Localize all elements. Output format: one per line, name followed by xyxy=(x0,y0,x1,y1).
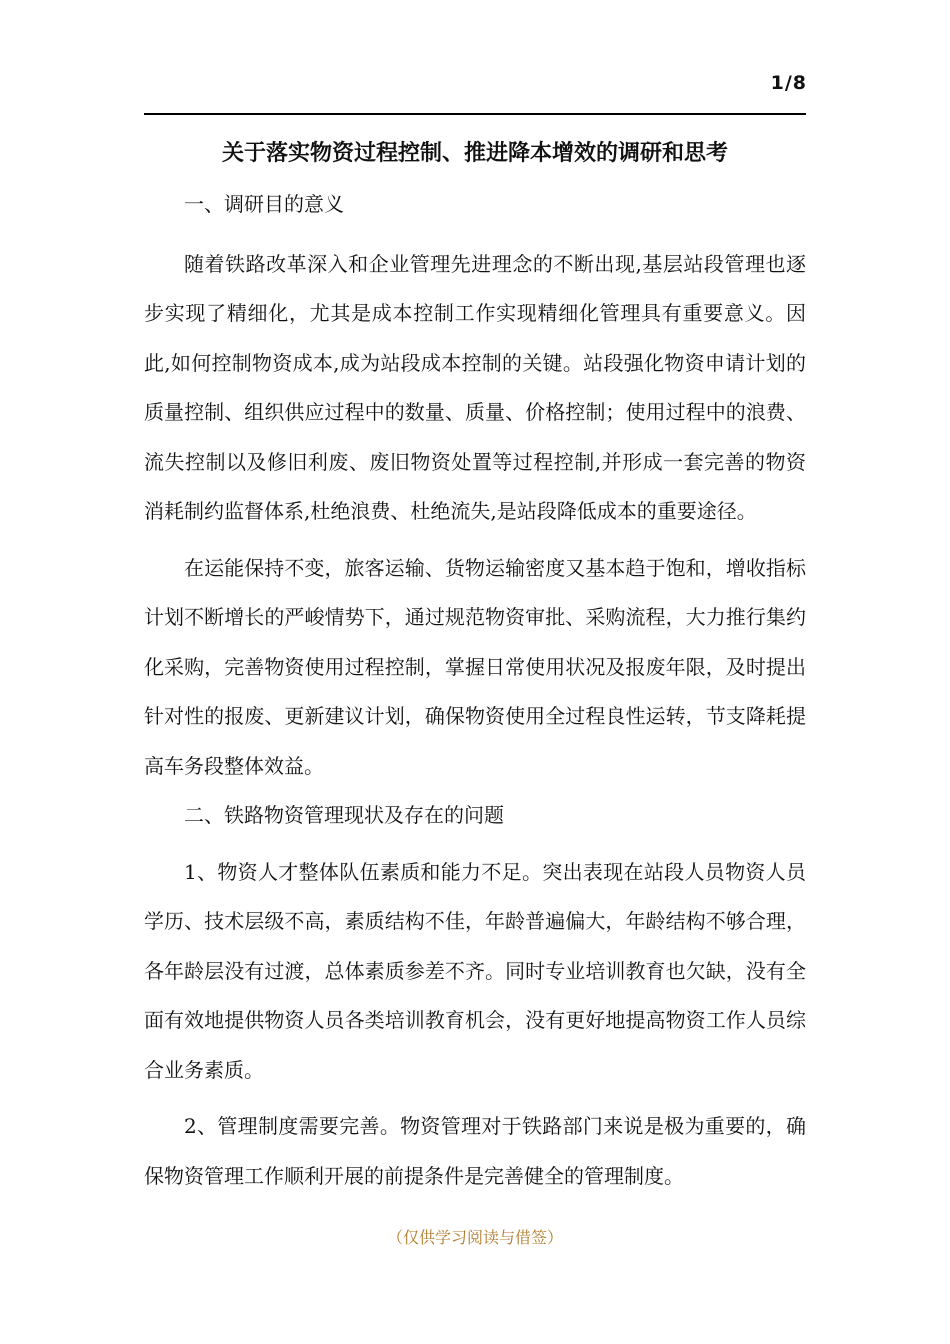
body-paragraph: 2、管理制度需要完善。物资管理对于铁路部门来说是极为重要的，确保物资管理工作顺利开展的前提条件是完善健全的管理制度。 xyxy=(144,1114,806,1188)
header-divider xyxy=(144,113,806,115)
section-heading-2: 二、铁路物资管理现状及存在的问题 xyxy=(184,803,504,827)
body-paragraph: 在运能保持不变，旅客运输、货物运输密度又基本趋于饱和，增收指标计划不断增长的严峻情势下，通过规范物资审批、采购流程，大力推行集约化采购，完善物资使用过程控制，掌握日常使用状况及报废年限，及时提出针对性的报废、更新建议计划，确保物资使用全过程良性运转，节支降耗提高车务段整体效益。 xyxy=(144,555,806,778)
body-paragraph: 随着铁路改革深入和企业管理先进理念的不断出现,基层站段管理也逐步实现了精细化，尤其是成本控制工作实现精细化管理具有重要意义。因此,如何控制物资成本,成为站段成本控制的关键。站段强化物资申请计划的质量控制、组织供应过程中的数量、质量、价格控制；使用过程中的浪费、流失控制以及修旧利废、废旧物资处置等过程控制,并形成一套完善的物资消耗制约监督体系,杜绝浪费、杜绝流失,是站段降低成本的重要途径。 xyxy=(144,251,806,523)
page-number: 1/8 xyxy=(770,72,807,94)
section-heading-1: 一、调研目的意义 xyxy=(184,192,344,216)
document-body xyxy=(144,132,806,1201)
footer-note: （仅供学习阅读与借签） xyxy=(386,1228,563,1247)
body-paragraph: 1、物资人才整体队伍素质和能力不足。突出表现在站段人员物资人员学历、技术层级不高，素质结构不佳，年龄普遍偏大，年龄结构不够合理，各年龄层没有过渡，总体素质参差不齐。同时专业培训教育也欠缺，没有全面有效地提供物资人员各类培训教育机会，没有更好地提高物资工作人员综合业务素质。 xyxy=(144,859,806,1082)
document-title: 关于落实物资过程控制、推进降本增效的调研和思考 xyxy=(221,140,728,166)
